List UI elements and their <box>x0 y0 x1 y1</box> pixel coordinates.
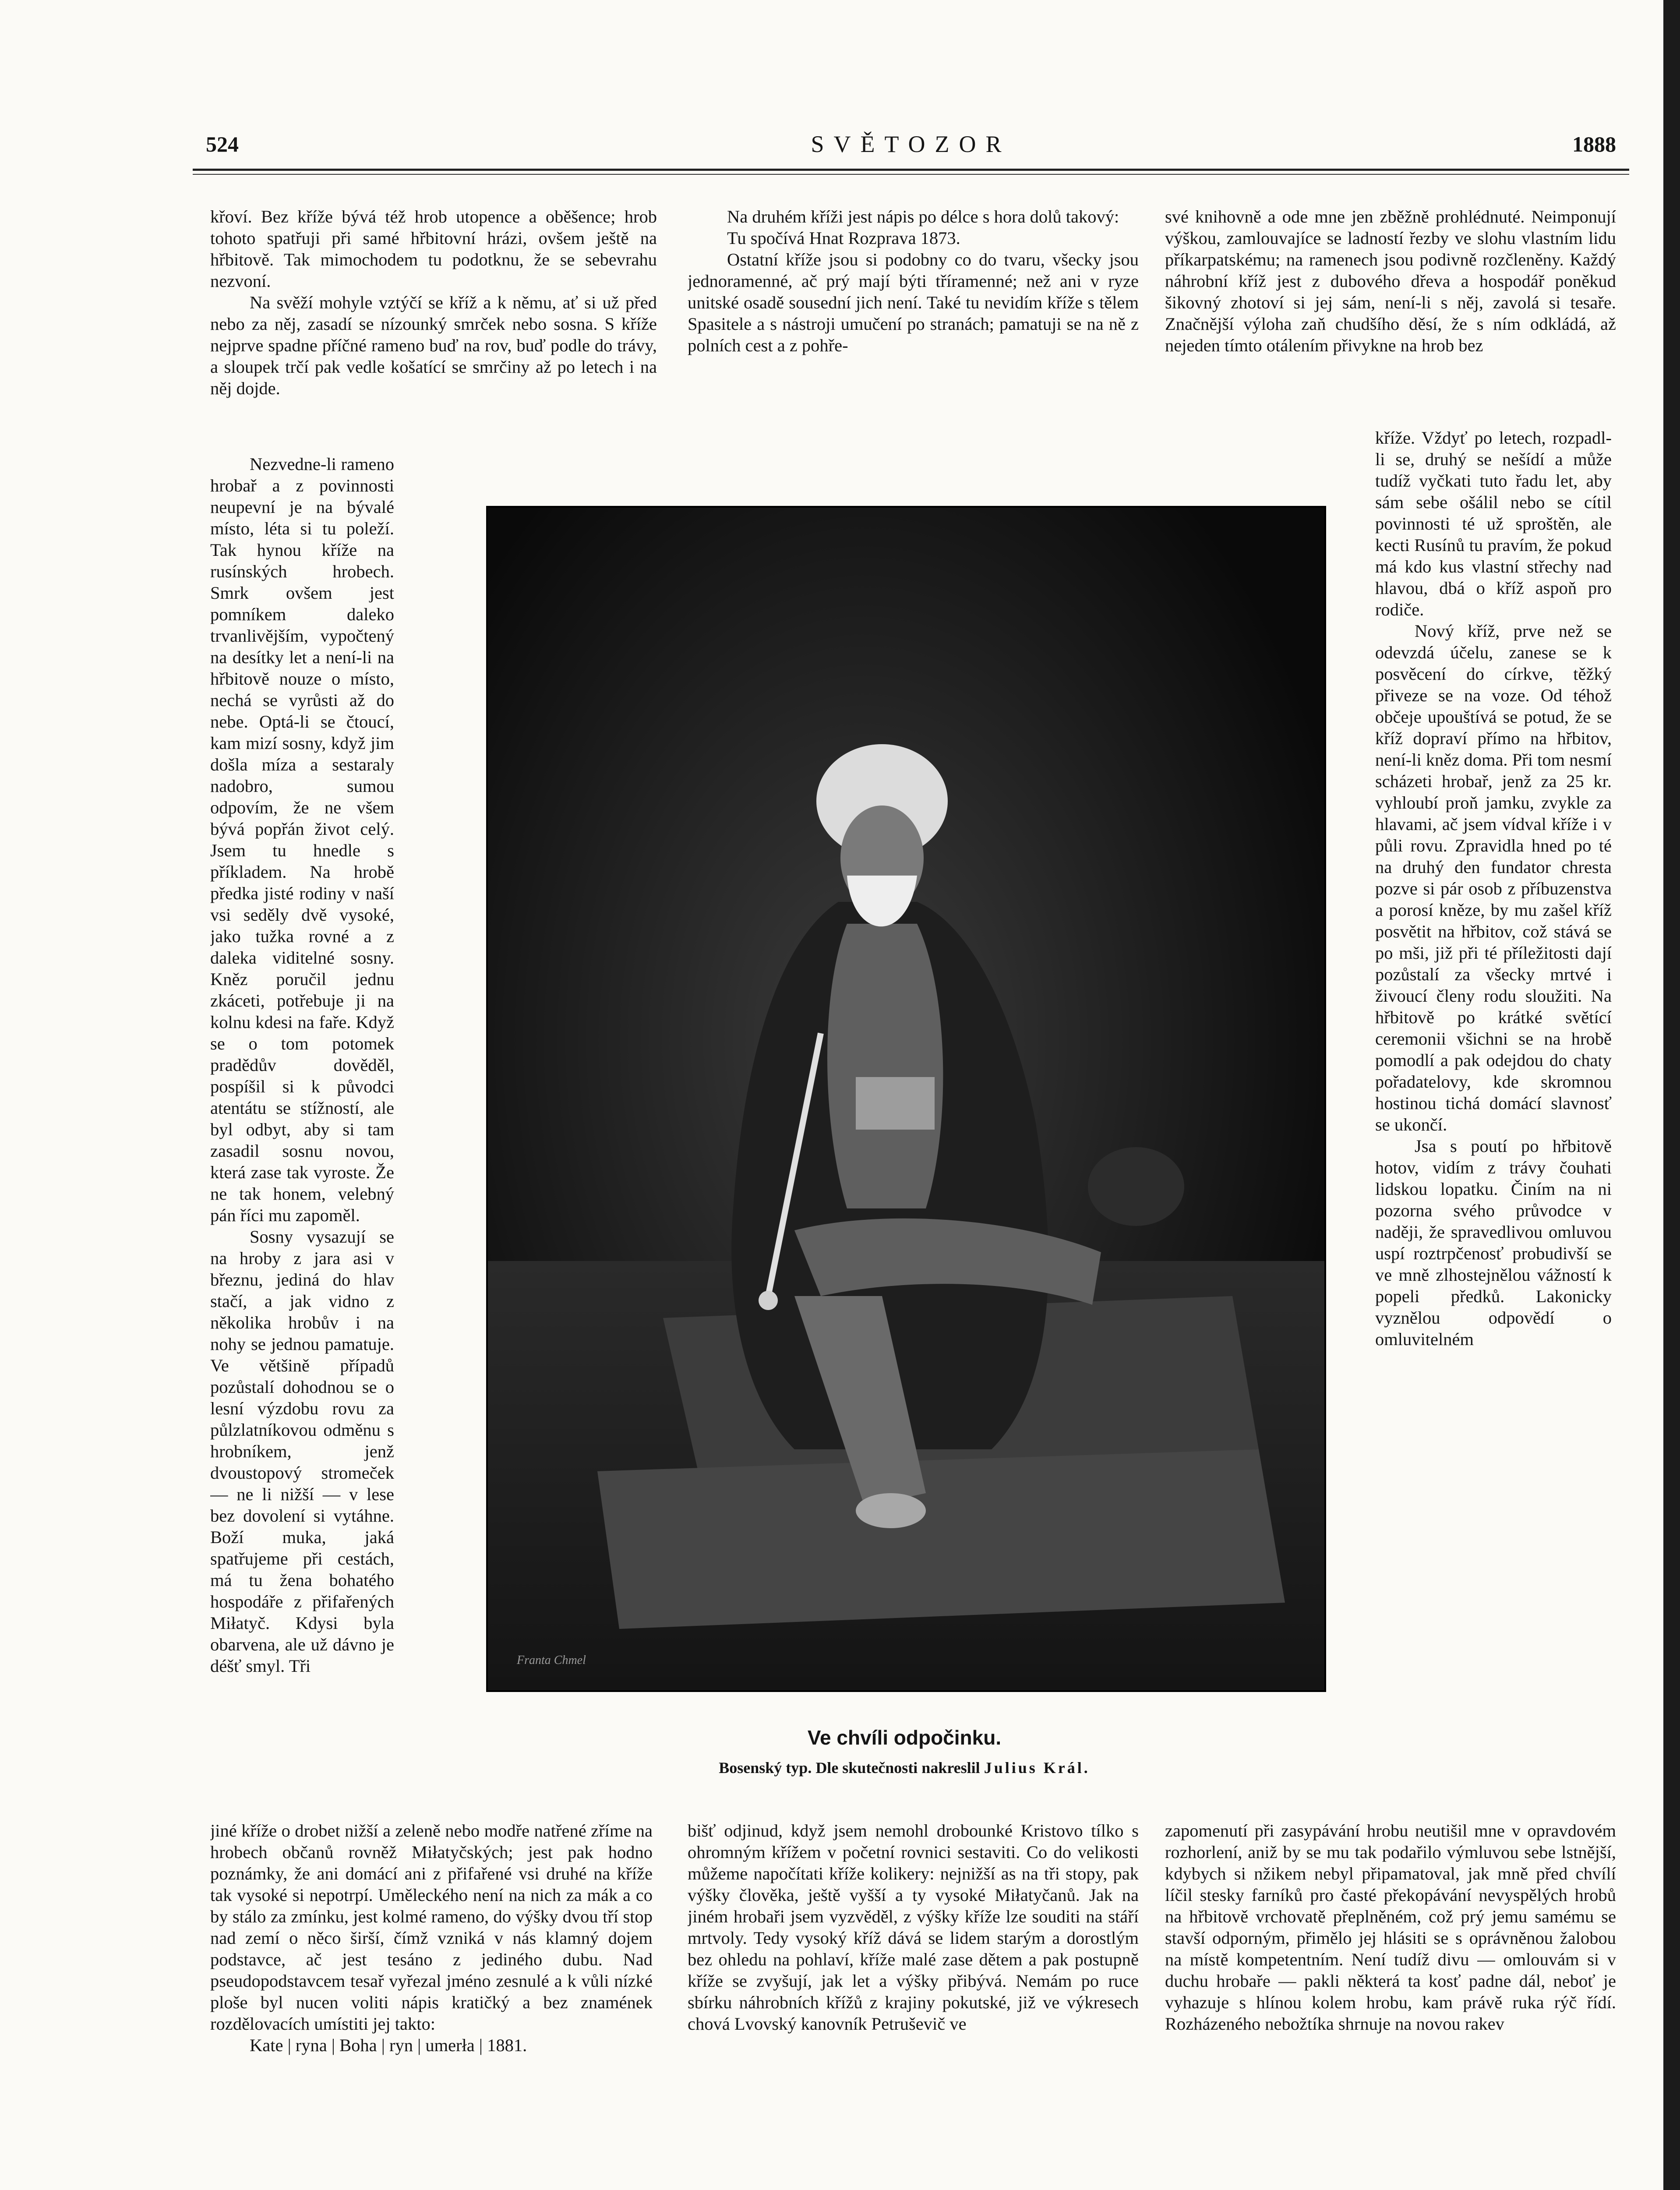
paragraph: Na svěží mohyle vztýčí se kříž a k němu, ať si už před nebo za něj, zasadí se nízounký smrček nebo sosna. S kříže nejprve spadne příčné rameno buď na rov, buď podle do trávy, a sloupek trčí pak vedle košatící se smrčiny až po letech i na něj dojde. <box>210 293 657 398</box>
paragraph: Jsa s poutí po hřbitově hotov, vidím z trávy čouhati lidskou lopatku. Činím na ni pozorna svého průvodce v naději, že spravedlivou omluvou uspí roztrpčenosť probudivší se ve mně zlhostejnělou vážností k popeli předků. Lakonicky vyznělou odpovědí o omluvitelném <box>1375 1136 1612 1349</box>
right-column <box>1375 427 1612 1811</box>
sash <box>856 1077 935 1130</box>
artist-signature: Franta Chmel <box>517 1653 586 1667</box>
paragraph: Nový kříž, prve než se odevzdá účelu, zanese se k posvěcení do církve, těžký přiveze se na voze. Od téhož občeje upouštívá se potud, že se kříž dopraví přímo na hřbitov, není-li kněz doma. Při tom nesmí scházeti hrobař, jenž za 25 kr. vyhloubí proň jamku, zvykle za hlavami, ač jsem vídval kříže i v půli rovu. Zpravidla hned po té na druhý den fundator chresta pozve si pár osob z příbuzenstva a porosí kněze, by mu zašel kříž posvětit na hřbitov, což stává se po mši, již při té příležitosti dají pozůstalí za všecky mrtvé i živoucí členy rodu sloužiti. Na hřbitově po krátké světící ceremonii všichni se na hrobě pomodlí a pak odejdou do chaty pořadatelovy, kde skromnou hostinou tichá domácí slavnosť se ukončí. <box>1375 621 1612 1134</box>
caption-prefix: Bosenský typ. Dle skutečnosti nakreslil <box>719 1759 980 1777</box>
stone-step-lower <box>597 1449 1285 1629</box>
paragraph: Tu spočívá Hnat Rozprava 1873. <box>727 228 960 248</box>
inscription-line: Kate | ryna | Boha | ryn | umerła | 1881. <box>250 2035 527 2055</box>
publication-year: 1888 <box>1572 132 1616 156</box>
journal-title: SVĚTOZOR <box>811 131 1011 157</box>
page-edge-shadow <box>1663 0 1680 2190</box>
left-column <box>210 453 394 1820</box>
left-column-top <box>210 206 657 451</box>
paragraph: kříže. Vždyť po letech, rozpadl-li se, druhý se nešídí a může tudíž vyčkati tuto řadu let, aby sám sebe ošálil nebo se cítil povinnosti té už sproštěn, ale kecti Rusínů tu pravím, že pokud má kdo kus vlastní střechy nad hlavou, dbá o kříž aspoň pro rodiče. <box>1375 428 1612 619</box>
illustration-caption-title: Ve chvíli odpočinku. <box>807 1726 1002 1749</box>
bottom-left-column <box>210 1820 653 2135</box>
middle-column-top <box>688 206 1139 512</box>
paragraph: Nezvedne-li rameno hrobař a z povinnosti neupevní je na bývalé místo, léta si tu poleží. Tak hynou kříže na rusínských hrobech. Smrk ovšem jest pomníkem daleko trvanlivějším, vypočtený na desítky let a není-li na hřbitově nouze o místo, nechá se vyrůsti až do nebe. Optá-li se čtoucí, kam mizí sosny, když jim došla míza a sestaraly nadobro, sumou odpovím, že ne všem bývá popřán život celý. Jsem tu hnedle s příkladem. Na hrobě předka jisté rodiny v naší vsi seděly dvě vysoké, jako tužka rovné a z daleka viditelné sosny. Kněz poručil jednu zkáceti, potřebuje ji na kolnu kdesi na faře. Když se o tom potomek pradědův dověděl, pospíšil si k původci atentátu se stížností, ale byl odbyt, aby si tam zasadil sosnu novou, která zase tak vyroste. Že ne tak honem, velebný pán říci mu zapoměl. <box>210 454 394 1225</box>
illustration-caption-subtitle <box>486 1759 1323 1777</box>
paragraph: Na druhém kříži jest nápis po délce s hora dolů takový: <box>727 207 1119 226</box>
vessel <box>1088 1147 1184 1226</box>
foot <box>856 1493 926 1528</box>
page-header <box>193 127 1629 166</box>
page-number: 524 <box>206 132 239 156</box>
engraving-drawing <box>488 508 1324 1690</box>
paragraph: jiné kříže o drobet nižší a zeleně nebo modře natřené zříme na hrobech občanů rovněž Miłatyčských; jest pak hodno poznámky, že ani domácí ani z přifařené vsi druhé na kříže tak vysoké si nepotrpí. Uměleckého není na nich za mák a co by stálo za zmínku, jest kolmé rameno, do výšky dvou tří stop nad zemí o něco širší, čímž vzniká v nás klamný dojem podstavce, ač jest tesáno z jediného dubu. Nad pseudopodstavcem tesař vyřezal jméno zesnulé a k vůli nízké ploše byl nucen voliti nápis kratičký a bez znamének rozdělovacích umístiti jej takto: <box>210 1821 653 2034</box>
caption-artist: Julius Král. <box>984 1759 1090 1777</box>
paragraph: Sosny vysazují se na hroby z jara asi v březnu, jediná do hlav stačí, a jak vidno z několika hrobův i na nohy se jednou pamatuje. Ve většině případů pozůstalí dohodnou se o lesní výzdobu rovu za půlzlatníkovou odměnu s hrobníkem, jenž dvoustopový stromeček — ne li nižší — v lese bez dovolení si vytáhne. Boží muka, jaká spatřujeme při cestách, má tu žena bohatého hospodáře z přifařených Miłatyč. Kdysi byla obarvena, ale už dávno je déšť smyl. Tři <box>210 1227 394 1676</box>
paragraph: křoví. Bez kříže bývá též hrob utopence a oběšence; hrob tohoto spatřuji při samé hřbitovní hrázi, ovšem ještě na hřbitově. Tak mimochodem tu podotknu, že se sebevrahu nezvoní. <box>210 207 657 291</box>
right-column-top <box>1165 206 1616 425</box>
bottom-right-column <box>1165 1820 1616 2140</box>
bottom-middle-column <box>688 1820 1139 2140</box>
shirt <box>827 924 943 1208</box>
paragraph: zapomenutí při zasypávání hrobu neutišil mne v opravdovém rozhorlení, aniž by se mu tak podařilo výmluvou sebe lstnější, kdybych si nžikem nebyl připamatoval, jak mně před chvílí líčil stesky farníků pro časté překopávání nevyspělých hrobů na hřbitově vrchovatě přeplněném, což prý jemu samému se stavší odporným, přimělo jej hlásiti se s oprávněnou žalobou na místě kompetentním. Není tudíž divu — omlouvám si v duchu hrobaře — pakli některá ta kosť padne dál, neboť je vyhazuje s hlínou kolem hrobu, kam právě ruka rýč řídí. Rozházeného nebožtíka shrnuje na novou rakev <box>1165 1821 1616 2034</box>
header-rule-thin <box>193 174 1629 175</box>
illustration-seated-man <box>486 506 1326 1692</box>
paragraph: své knihovně a ode mne jen zběžně prohlédnuté. Neimponují výškou, zamlouvajíce se ladností řezby ve slohu vlastním lidu příkarpatskému; na ramenech jsou podivně rozčleněny. Každý náhrobní kříž jest z dubového dřeva a hospodář poněkud šikovný zhotoví si jej sám, není-li s něj, zavolá si tesaře. Značnější výloha zaň chudšího děsí, že s ním odkládá, až nejeden tímto otálením přivykne na hrob bez <box>1165 207 1616 355</box>
paragraph: Ostatní kříže jsou si podobny co do tvaru, všecky jsou jednoramenné, ač prý mají býti tříramenné; než ani v ryze unitské osadě sousední jich není. Také tu nevidím kříže s tělem Spasitele a s nástroji umučení po stranách; pamatuji se na ně z polních cest a z pohře- <box>688 250 1139 355</box>
header-rule <box>193 169 1629 171</box>
pipe-bowl <box>759 1291 778 1310</box>
paragraph: bišť odjinud, když jsem nemohl drobounké Kristovo tílko s ohromným křížem v početní rovnici sestaviti. Co do velikosti můžeme napočítati kříže kolikery: nejnižší as na tři stopy, pak výšky člověka, ještě vyšší a ty vysoké Miłatyčanů. Jak na jiném hrobaři jsem vyzvěděl, z výšky kříže lze souditi na stáří mrtvoly. Tedy vysoký kříž dává se lidem starým a dorostlým bez ohledu na pohlaví, kříže malé zase dětem a pak postupně kříže se zvyšují, jak let a výšky přibývá. Nemám po ruce sbírku náhrobních křížů z krajiny pokutské, již ve výkresech chová Lvovský kanovník Petruševič ve <box>688 1821 1139 2034</box>
